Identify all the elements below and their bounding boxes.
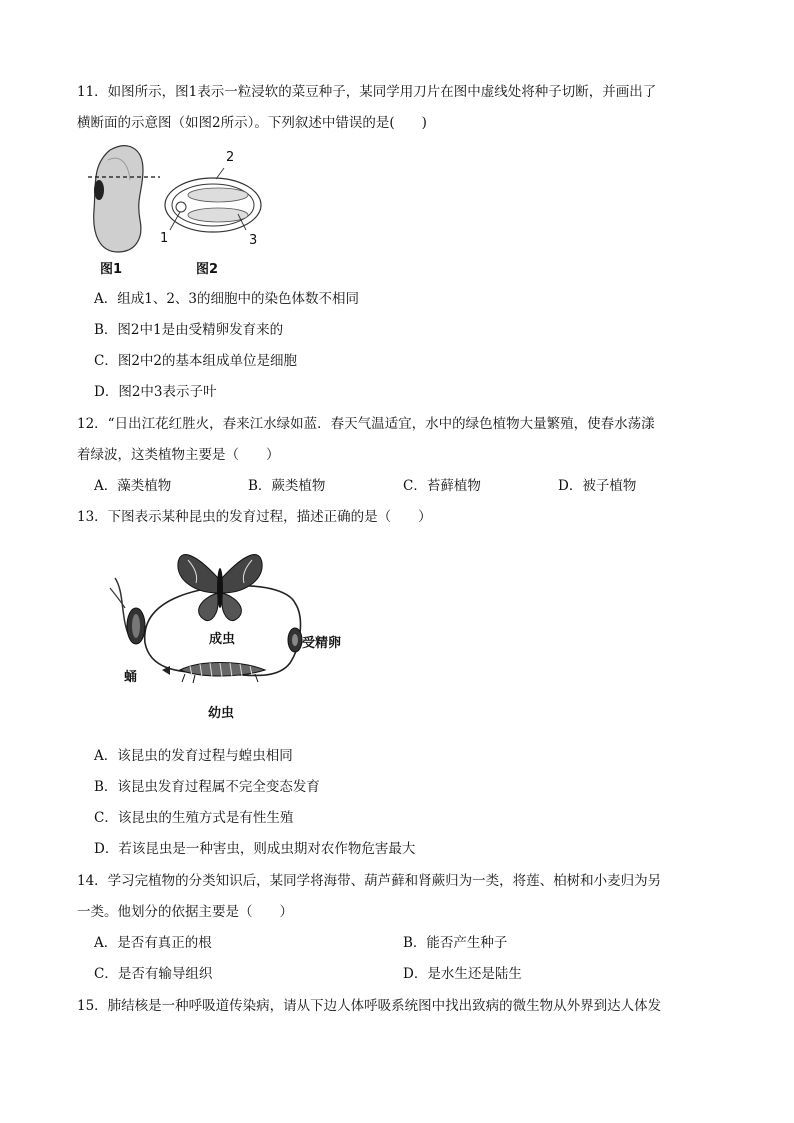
egg-icon: [288, 628, 302, 652]
q12-option-c: C．苔藓植物: [403, 478, 481, 494]
fig2-number-2: 2: [226, 150, 235, 165]
q11-option-d: D．图2中3表示子叶: [94, 384, 217, 400]
q11-stem-line1: 11．如图所示，图1表示一粒浸软的菜豆种子，某同学用刀片在图中虚线处将种子切断，并画出了: [77, 84, 657, 100]
q13-stem-line1: 13．下图表示某种昆虫的发育过程，描述正确的是（ ）: [77, 509, 432, 525]
embryo-part-1: [176, 202, 186, 212]
pupa-icon: [110, 578, 145, 644]
fig2-number-3: 3: [249, 233, 258, 248]
q12-option-d: D．被子植物: [558, 478, 637, 494]
q12-option-b: B．蕨类植物: [248, 478, 326, 494]
butterfly-icon: [178, 555, 262, 621]
q13-option-c: C．该昆虫的生殖方式是有性生殖: [94, 810, 294, 826]
label-adult: 成虫: [209, 632, 236, 647]
fig1-label: 图1: [100, 262, 123, 277]
label-larva: 幼虫: [208, 706, 235, 721]
q15-stem-line1: 15．肺结核是一种呼吸道传染病，请从下边人体呼吸系统图中找出致病的微生物从外界到达人体发: [77, 998, 662, 1014]
label-pupa: 蛹: [124, 670, 138, 685]
q11-option-b: B．图2中1是由受精卵发育来的: [94, 322, 284, 338]
q12-stem-line2: 着绿波，这类植物主要是（ ）: [77, 447, 280, 463]
q14-option-b: B．能否产生种子: [403, 935, 508, 951]
q11-stem-line2: 横断面的示意图（如图2所示）。下列叙述中错误的是( ): [77, 115, 427, 131]
q14-option-d: D．是水生还是陆生: [403, 966, 522, 982]
q14-option-c: C．是否有输导组织: [94, 966, 213, 982]
label-fertilized-egg: 受精卵: [302, 636, 342, 651]
q11-option-c: C．图2中2的基本组成单位是细胞: [94, 353, 298, 369]
q13-option-b: B．该昆虫发育过程属不完全变态发育: [94, 779, 320, 795]
q11-option-a: A．组成1、2、3的细胞中的染色体数不相同: [94, 291, 360, 307]
q14-stem-line2: 一类。他划分的依据主要是（ ）: [77, 904, 293, 920]
q14-stem-line1: 14．学习完植物的分类知识后，某同学将海带、葫芦藓和肾蕨归为一类，将莲、柏树和小麦归为另: [77, 873, 662, 889]
q13-option-a: A．该昆虫的发育过程与蝗虫相同: [94, 748, 293, 764]
larva-icon: [180, 663, 265, 684]
q12-option-a: A．藻类植物: [94, 478, 172, 494]
q12-stem-line1: 12．“日出江花红胜火，春来江水绿如蓝．春天气温适宜，水中的绿色植物大量繁殖，使春水荡漾: [77, 416, 655, 432]
seed-hilum: [94, 180, 104, 200]
fig2-label: 图2: [196, 262, 219, 277]
q13-option-d: D．若该昆虫是一种害虫，则成虫期对农作物危害最大: [94, 841, 416, 857]
fig2-number-1: 1: [160, 231, 169, 246]
q14-option-a: A．是否有真正的根: [94, 935, 212, 951]
